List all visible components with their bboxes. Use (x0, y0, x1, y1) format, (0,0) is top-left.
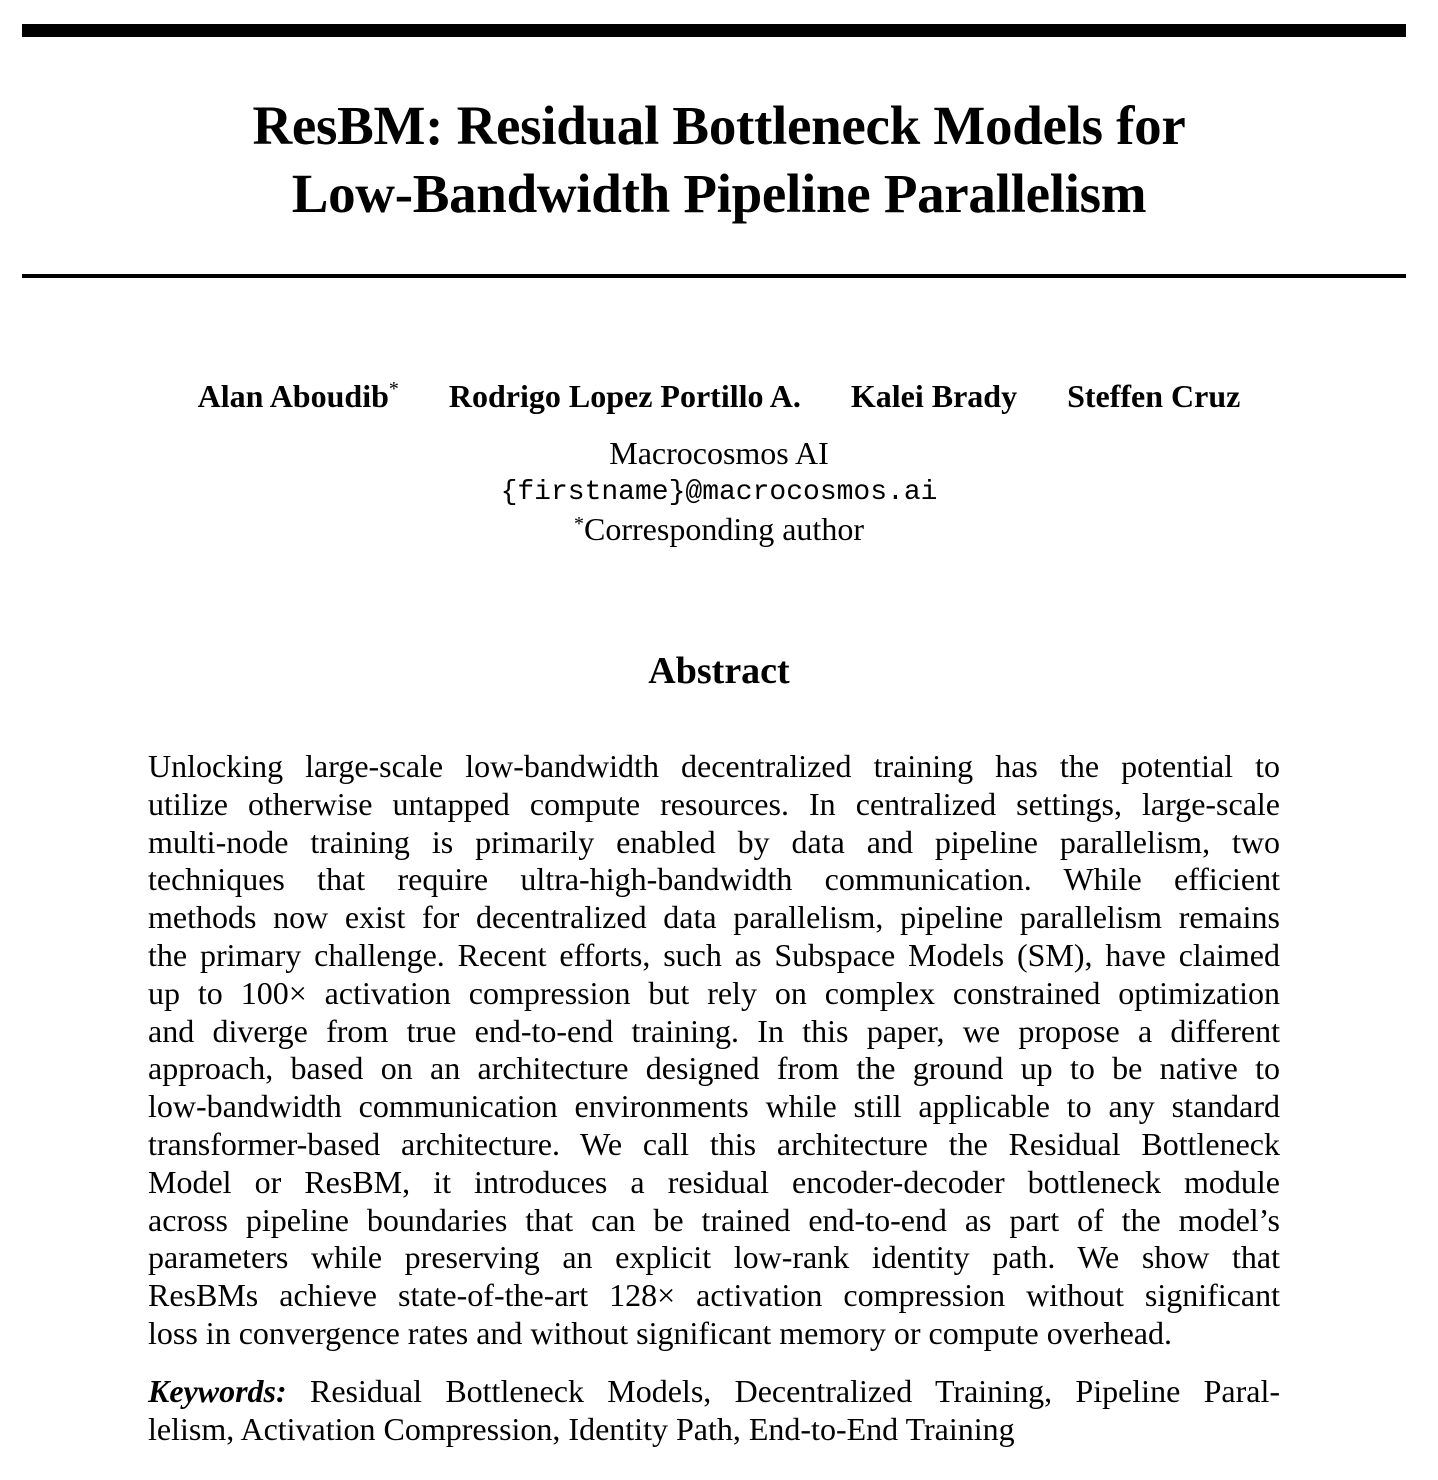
keywords-block (148, 1372, 1280, 1448)
abstract-line: approach, based on an architecture designed from the ground up to be native to (148, 1050, 1280, 1087)
email-address[interactable]: {firstname}@macrocosmos.ai (500, 477, 938, 508)
abstract-line: methods now exist for decentralized data parallelism, pipeline parallelism remains (148, 899, 1280, 936)
author (449, 376, 801, 416)
top-rule (22, 24, 1406, 37)
abstract-line: multi-node training is primarily enabled by data and pipeline parallelism, two (148, 823, 1280, 860)
corresponding-mark: * (388, 378, 399, 400)
abstract-line: parameters while preserving an explicit low-rank identity path. We show that (148, 1239, 1280, 1276)
abstract-line: and diverge from true end-to-end training. In this paper, we propose a different (148, 1012, 1280, 1049)
keywords-line: lelism, Activation Compression, Identity Path, End-to-End Training (148, 1411, 1015, 1447)
keywords-line (148, 1372, 1280, 1410)
title-line: Low-Bandwidth Pipeline Parallelism (291, 163, 1147, 224)
author-name: Alan Aboudib (197, 378, 389, 414)
abstract-line: ResBMs achieve state-of-the-art 128× activation compression without significant (148, 1277, 1280, 1314)
abstract-line: the primary challenge. Recent efforts, such as Subspace Models (SM), have claimed (148, 936, 1280, 973)
paper-title (0, 92, 1438, 228)
abstract-line: up to 100× activation compression but rely on complex constrained optimization (148, 974, 1280, 1011)
title-bottom-rule (22, 274, 1406, 278)
corresponding-mark: * (574, 513, 585, 535)
corresponding-text: Corresponding author (584, 511, 864, 547)
author (198, 376, 399, 416)
abstract-line: techniques that require ultra-high-bandwidth communication. While efficient (148, 861, 1280, 898)
affiliation: Macrocosmos AI (609, 435, 829, 471)
abstract-line: transformer-based architecture. We call this architecture the Residual Bottleneck (148, 1125, 1280, 1162)
abstract-line: loss in convergence rates and without significant memory or compute overhead. (148, 1314, 1172, 1351)
abstract-heading: Abstract (648, 650, 790, 692)
abstract-body (148, 748, 1280, 1353)
abstract-line: utilize otherwise untapped compute resources. In centralized settings, large-scale (148, 785, 1280, 822)
keywords-text: Residual Bottleneck Models, Decentralized Training, Pipeline Paral- (310, 1373, 1281, 1409)
keywords-label: Keywords: (148, 1373, 287, 1409)
author-name: Kalei Brady (850, 378, 1018, 414)
corresponding-author-note (0, 510, 1438, 548)
author-name: Rodrigo Lopez Portillo A. (448, 378, 801, 414)
abstract-line: Unlocking large-scale low-bandwidth decentralized training has the potential to (148, 748, 1280, 784)
author (851, 376, 1017, 416)
author (1067, 376, 1240, 416)
author-list (0, 376, 1438, 416)
title-line: ResBM: Residual Bottleneck Models for (252, 95, 1186, 156)
abstract-line: Model or ResBM, it introduces a residual encoder-decoder bottleneck module (148, 1163, 1280, 1200)
abstract-line: across pipeline boundaries that can be trained end-to-end as part of the model’s (148, 1201, 1280, 1238)
abstract-line: low-bandwidth communication environments while still applicable to any standard (148, 1088, 1280, 1125)
author-name: Steffen Cruz (1067, 378, 1241, 414)
